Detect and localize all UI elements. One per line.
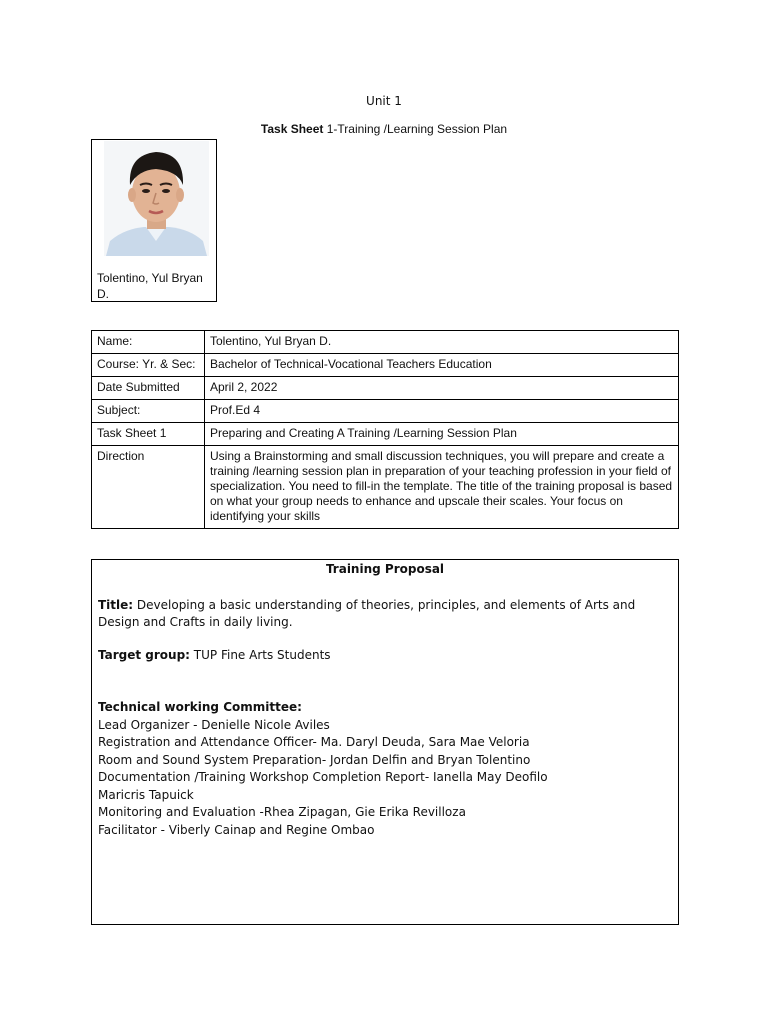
- task-sheet-title-bold: Task Sheet: [260, 122, 324, 136]
- student-portrait-image: [104, 141, 209, 256]
- student-info-table: [91, 330, 679, 529]
- photo-caption: Tolentino, Yul Bryan D.: [97, 271, 203, 301]
- student-photo: [104, 141, 209, 256]
- row-value-date: April 2, 2022: [205, 377, 679, 400]
- committee-line: Room and Sound System Preparation- Jordan Delfin and Bryan Tolentino: [98, 752, 531, 767]
- row-label-subject: Subject:: [92, 400, 205, 423]
- proposal-title-label: Title:: [98, 598, 134, 612]
- row-value-direction: Using a Brainstorming and small discussion techniques, you will prepare and create a training /learning session plan in preparation of your teaching profession in your field of specialization. You need to fill-in the template. The title of the training proposal is based on what your group needs to enhance and upscale their scales. Your focus on identifying your skills: [205, 446, 679, 529]
- row-label-task-sheet: Task Sheet 1: [92, 423, 205, 446]
- row-value-course: Bachelor of Technical-Vocational Teachers Education: [205, 354, 679, 377]
- committee-line: Registration and Attendance Officer- Ma. Daryl Deuda, Sara Mae Veloria: [98, 735, 530, 749]
- committee-section: [98, 699, 670, 839]
- committee-line: Facilitator - Viberly Cainap and Regine Ombao: [98, 822, 375, 837]
- row-value-task-sheet: Preparing and Creating A Training /Learning Session Plan: [205, 423, 679, 446]
- committee-line: Monitoring and Evaluation -Rhea Zipagan, Gie Erika Revilloza: [98, 805, 466, 819]
- table-row: [92, 354, 679, 377]
- proposal-heading: Training Proposal: [325, 562, 445, 576]
- table-row: [92, 446, 679, 529]
- task-sheet-title: [0, 122, 768, 136]
- table-row: [92, 400, 679, 423]
- row-value-subject: Prof.Ed 4: [205, 400, 679, 423]
- task-sheet-title-rest: 1-Training /Learning Session Plan: [323, 122, 508, 136]
- proposal-title-value: Developing a basic understanding of theories, principles, and elements of Arts and Design and Crafts in daily living.: [98, 598, 636, 629]
- unit-heading: Unit 1: [366, 94, 402, 108]
- target-group-label: Target group:: [98, 648, 190, 662]
- training-proposal-box: [91, 559, 679, 925]
- table-row: [92, 331, 679, 354]
- committee-heading: Technical working Committee:: [98, 700, 302, 714]
- proposal-target-group: [98, 648, 670, 662]
- table-row: [92, 377, 679, 400]
- table-row: [92, 423, 679, 446]
- photo-frame: [91, 139, 217, 302]
- row-value-name: Tolentino, Yul Bryan D.: [205, 331, 679, 354]
- committee-line: Documentation /Training Workshop Completion Report- Ianella May Deofilo: [98, 770, 548, 784]
- target-group-value: TUP Fine Arts Students: [189, 648, 331, 662]
- row-label-name: Name:: [92, 331, 205, 354]
- proposal-title: [98, 597, 670, 631]
- committee-line: Lead Organizer - Denielle Nicole Aviles: [98, 717, 330, 732]
- committee-line: Maricris Tapuick: [98, 787, 194, 802]
- row-label-direction: Direction: [92, 446, 205, 529]
- row-label-course: Course: Yr. & Sec:: [92, 354, 205, 377]
- row-label-date: Date Submitted: [92, 377, 205, 400]
